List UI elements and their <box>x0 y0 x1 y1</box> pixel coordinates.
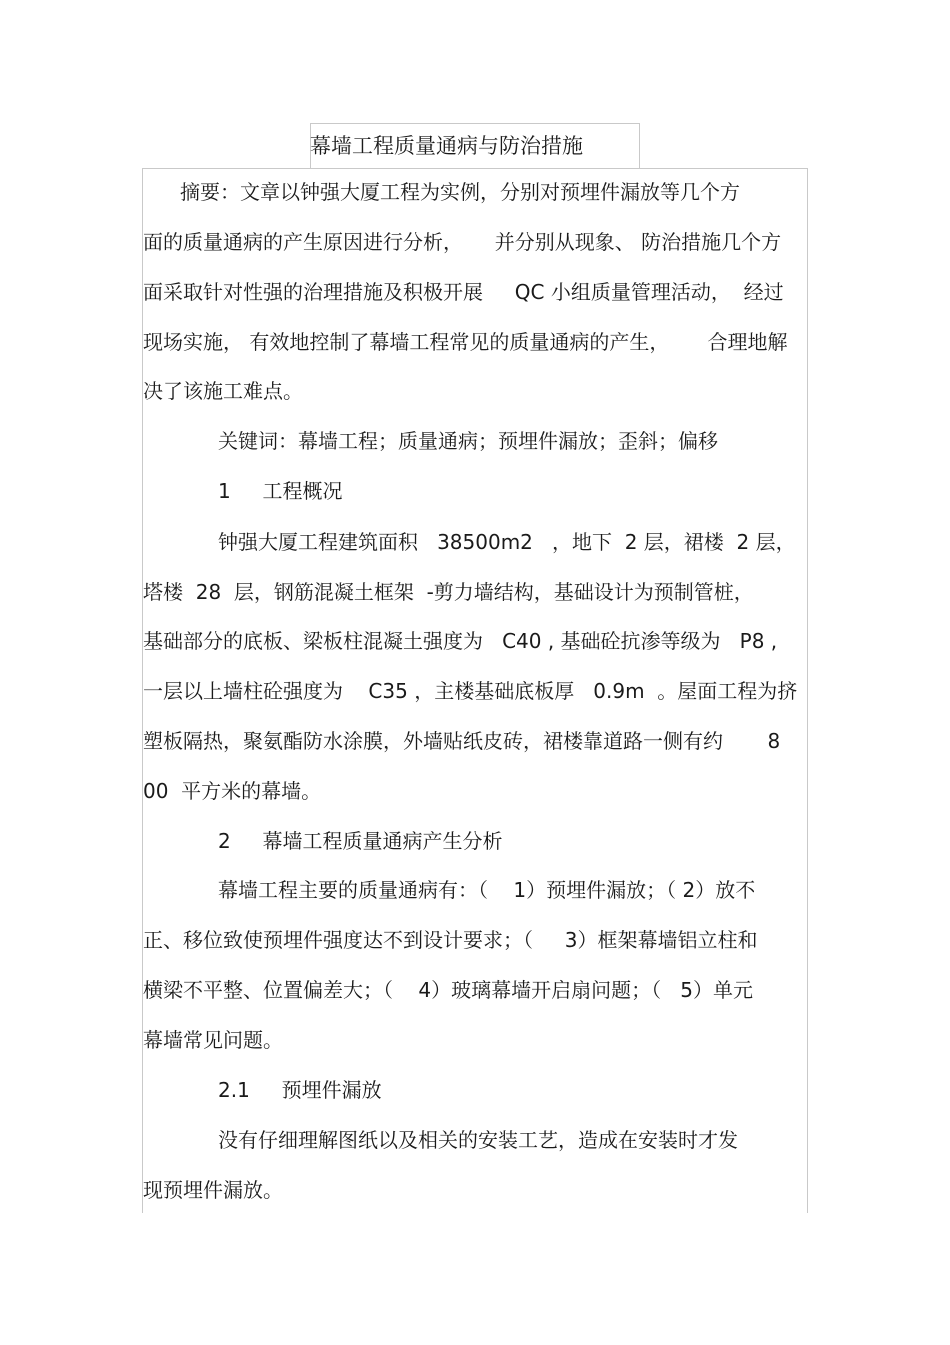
abstract-line-5: 决了该施工难点。 <box>143 379 303 403</box>
embed-line-1: 没有仔细理解图纸以及相关的安装工艺，造成在安装时才发 <box>218 1128 738 1152</box>
analysis-line-1: 幕墙工程主要的质量通病有：（ 1）预埋件漏放；（ 2）放不 <box>218 878 756 902</box>
overview-line-6: 00 平方米的幕墙。 <box>143 779 322 803</box>
abstract-line-3: 面采取针对性强的治理措施及积极开展 QC 小组质量管理活动， 经过 <box>143 280 784 304</box>
overview-line-2: 塔楼 28 层，钢筋混凝土框架 -剪力墙结构，基础设计为预制管桩， <box>143 580 754 604</box>
embed-line-2: 现预埋件漏放。 <box>143 1178 283 1202</box>
abstract-line-1: 摘要：文章以钟强大厦工程为实例，分别对预埋件漏放等几个方 <box>180 180 740 204</box>
keywords-line: 关键词：幕墙工程；质量通病；预埋件漏放；歪斜；偏移 <box>218 429 718 453</box>
section-heading-1: 1 工程概况 <box>218 479 343 503</box>
overview-line-3: 基础部分的底板、梁板柱混凝土强度为 C40 , 基础砼抗渗等级为 P8 , <box>143 629 778 653</box>
overview-line-4: 一层以上墙柱砼强度为 C35 ，主楼基础底板厚 0.9m 。屋面工程为挤 <box>143 679 798 703</box>
overview-line-5: 塑板隔热，聚氨酯防水涂膜，外墙贴纸皮砖，裙楼靠道路一侧有约 8 <box>143 729 781 753</box>
overview-line-1: 钟强大厦工程建筑面积 38500m2 ，地下 2 层，裙楼 2 层， <box>218 530 796 554</box>
abstract-line-4: 现场实施， 有效地控制了幕墙工程常见的质量通病的产生， 合理地解 <box>143 330 788 354</box>
analysis-line-3: 横梁不平整、位置偏差大；（ 4）玻璃幕墙开启扇问题；（ 5）单元 <box>143 978 753 1002</box>
analysis-line-4: 幕墙常见问题。 <box>143 1028 283 1052</box>
document-title: 幕墙工程质量通病与防治措施 <box>310 134 583 158</box>
section-heading-2-1: 2.1 预埋件漏放 <box>218 1078 382 1102</box>
abstract-line-2: 面的质量通病的产生原因进行分析， 并分别从现象、 防治措施几个方 <box>143 230 782 254</box>
analysis-line-2: 正、移位致使预埋件强度达不到设计要求；（ 3）框架幕墙铝立柱和 <box>143 928 758 952</box>
section-heading-2: 2 幕墙工程质量通病产生分析 <box>218 829 503 853</box>
